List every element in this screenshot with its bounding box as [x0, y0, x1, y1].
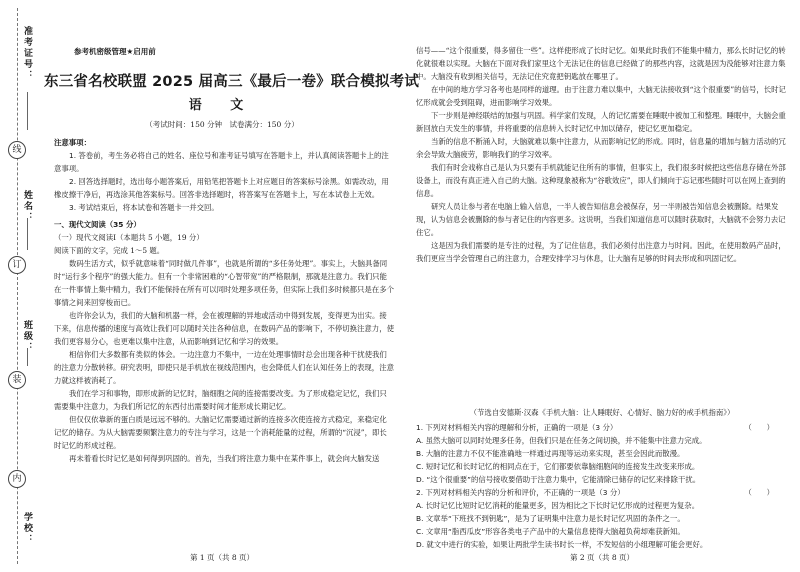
page-footer: 第 1 页（共 8 页）: [189, 553, 255, 562]
answer-blank: （ ）: [744, 423, 774, 432]
passage-paragraph: 信号——“这个很重要，得多留住一些”。这样使形成了长时记忆。如果此时我们不能集中精力，那么长时记忆的转化就很难以实现。大脑在下面对我们家里这个无法记住的信息已经做了的那些内容，这就是因为没能够对注意力集中。大脑没有收到相关信号，无法记住究竟把钥匙放在哪里了。: [416, 46, 786, 81]
passage-paragraph: 数码生活方式，似乎就意味着“同时做几件事”，也就是所谓的“多任务处理”。事实上，大脑具备同时“运行多个程序”的强大能力。但有一个非常困难的“心智带宽”的严格限制，那就是注意力。我们只能在一件事情上集中精力，我们不能保持在所有可以同时处理多项任务，但实际上我们多时候都只是在多个事情之间来回穿梭而已。: [54, 259, 394, 307]
notice-item: 2. 回答选择题时，选出每小题答案后，用铅笔把答题卡上对应题目的答案标号涂黑。如需改动，用橡皮擦干净后，再选涂其他答案标号。回答非选择题时，将答案写在答题卡上，写在本试卷上无效。: [54, 177, 389, 199]
subject-title: 语 文: [188, 98, 256, 113]
passage-paragraph: 研究人员让参与者在电脑上输入信息，一半人被告知信息会被保存，另一半则被告知信息会被删除。结果发现，认为信息会被删除的参与者记住的内容更多。这说明，当我们知道信息可以随时获取时，大脑就不会努力去记住它。: [416, 202, 786, 237]
passage-paragraph: 当新的信息不断涌入时，大脑就难以集中注意力，从而影响记忆的形成。同时，信息量的增加与脑力活动的冗余会导致大脑疲劳，影响我们的学习效率。: [416, 137, 786, 159]
exam-title: 东三省名校联盟 2025 届高三《最后一卷》联合模拟考试: [44, 74, 420, 90]
answer-blank: （ ）: [744, 488, 774, 497]
passage-paragraph: 这是因为我们需要的是专注的过程，为了记住信息，我们必须付出注意力与时间。因此，在使用数码产品时，我们更应当学会管理自己的注意力，合理安排学习与休息，让大脑有足够的时间去形成和巩固记忆。: [416, 241, 786, 263]
label-name: 姓名：: [22, 190, 32, 223]
label-ticket-number: 准考证号：: [22, 26, 32, 81]
binding-mark-xian: 线: [8, 141, 26, 159]
passage-paragraph: 但仅仅依靠新的蛋白质是远远不够的。大脑记忆需要通过新的连接多次使连接方式稳定，来稳定化记忆的储存。为从大脑需要频繁注意力的专注与学习，这是一个消耗能量的过程，所谓的“沉浸”，即长时记忆的形成过程。: [54, 415, 387, 450]
option-c: C. 短时记忆和长时记忆的相同点在于，它们都要依靠脑细胞间的连接发生改变来形成。: [416, 462, 700, 471]
notice-block: [54, 136, 394, 214]
exam-page-2: [412, 0, 792, 572]
passage-paragraph: 我们有时会戏称自己是认为只要有手机就能记住所有的事情，但事实上，我们很多时候把这些信息存储在外部设备上，而没有真正进入自己的大脑。这种现象被称为“谷歌效应”，即人们倾向于忘记那些随时可以在网上查到的信息。: [416, 163, 786, 198]
notice-item: 3. 考试结束后，将本试卷和答题卡一并交回。: [69, 203, 219, 212]
option-d: D. 就文中进行的实验，如果让两批学生读书时长一样，不发短信的小组理解可能会更好。: [416, 540, 708, 549]
instruction: 阅读下面的文字，完成 1～5 题。: [54, 246, 165, 255]
passage-paragraph: 再未着看长时记忆是如何得到巩固的。首先，当我们将注意力集中在某件事上，就会向大脑发送: [69, 454, 380, 463]
question-stem: 1. 下列对材料相关内容的理解和分析，正确的一项是（3 分）: [416, 423, 618, 432]
option-d: D. “这个很重要”的信号接收要借助于注意力集中，它能清除已储存的记忆来排除干扰。: [416, 475, 701, 484]
passage-source: （节选自安德斯·汉森《手机大脑：让人睡眠好、心情好、脑力好的戒手机指南》）: [469, 408, 735, 417]
notice-heading: 注意事项：: [54, 138, 91, 147]
questions-block: [416, 404, 788, 551]
subsection-heading: （一）现代文阅读Ⅰ（本题共 5 小题，19 分）: [54, 233, 204, 242]
passage-continued: [416, 44, 788, 265]
question-stem: 2. 下列对材料相关内容的分析和评价，不正确的一项是（3 分）: [416, 488, 625, 497]
binding-mark-nei: 内: [8, 470, 26, 488]
option-b: B. 大脑的注意力不仅不能准确地一样通过再现等运动来实现，甚至会因此而散漫。: [416, 449, 685, 458]
label-school: 学校：: [22, 512, 32, 545]
binding-mark-ding: 订: [8, 256, 26, 274]
option-a: A. 长时记忆比短时记忆消耗的能量更多，因为相比之下长时记忆形成的过程更为复杂。: [416, 501, 700, 510]
class-line: [27, 348, 28, 366]
exam-page-1: [44, 0, 420, 572]
section-heading: 一、现代文阅读（35 分）: [54, 220, 141, 229]
binding-margin: [0, 0, 38, 572]
exam-info: （考试时间：150 分钟 试卷满分：150 分）: [145, 120, 299, 129]
passage-paragraph: 我们在学习和事物，即形成新的记忆时，脑细胞之间的连接需要改变。为了形成稳定记忆，我们只需要集中注意力，为我们所记忆的东西付出需要时间才能形成长期记忆。: [54, 389, 387, 411]
reading-section: [54, 218, 394, 465]
passage-paragraph: 也许你会认为，我们的大脑和机器一样，会在被理解的异地或活动中得到发展，变得更为出实。接下来，信息传播的速度与高效让我们可以随时关注各种信息，在数码产品的影响下，不停切换注意力，使我们更容易分心，也更难以集中注意，从而影响到记忆和学习的效果。: [54, 311, 394, 346]
question-2: [416, 486, 788, 499]
passage-paragraph: 相信你们大多数都有类似的体会。一边注意力不集中，一边在处理事情时总会出现各种干扰使我们的注意力分散转移。研究表明，即使只是手机放在视线范围内，也会降低人们在认知任务上的表现，注意力就这样被消耗了。: [54, 350, 394, 385]
label-class: 班级：: [22, 320, 32, 353]
option-a: A. 虽然大脑可以同时处理多任务，但我们只是在任务之间切换，并不能集中注意力完成。: [416, 436, 707, 445]
option-c: C. 文章用“脂西瓜皮”形容各类电子产品中的大量信息使得大脑超负荷却难获新知。: [416, 527, 685, 536]
page-footer: 第 2 页（共 8 页）: [569, 553, 635, 562]
ticket-number-line: [27, 92, 28, 130]
name-line: [27, 218, 28, 250]
confidential-tag: 参考机密级管理★启用前: [74, 47, 156, 56]
option-b: B. 文章举“下班找不到钥匙”，是为了证明集中注意力是长时记忆巩固的条件之一。: [416, 514, 685, 523]
question-1: [416, 421, 788, 434]
binding-mark-zhuang: 装: [8, 371, 26, 389]
passage-paragraph: 在中间的地方学习各考也是同样的道理。由于注意力难以集中，大脑无法接收到“这个很重要”的信号，长时记忆形成就会受到阻碍，进而影响学习效果。: [416, 85, 786, 107]
passage-paragraph: 下一步则是神经联结的加强与巩固。科学家们发现，人的记忆需要在睡眠中被加工和整理。睡眠中，大脑会重新回放白天发生的事情，并将重要的信息转入长时记忆中加以储存，使记忆更加稳定。: [416, 111, 786, 133]
notice-item: 1. 答卷前，考生务必将自己的姓名、座位号和准考证号填写在答题卡上，并认真阅读答题卡上的注意事项。: [54, 151, 389, 173]
